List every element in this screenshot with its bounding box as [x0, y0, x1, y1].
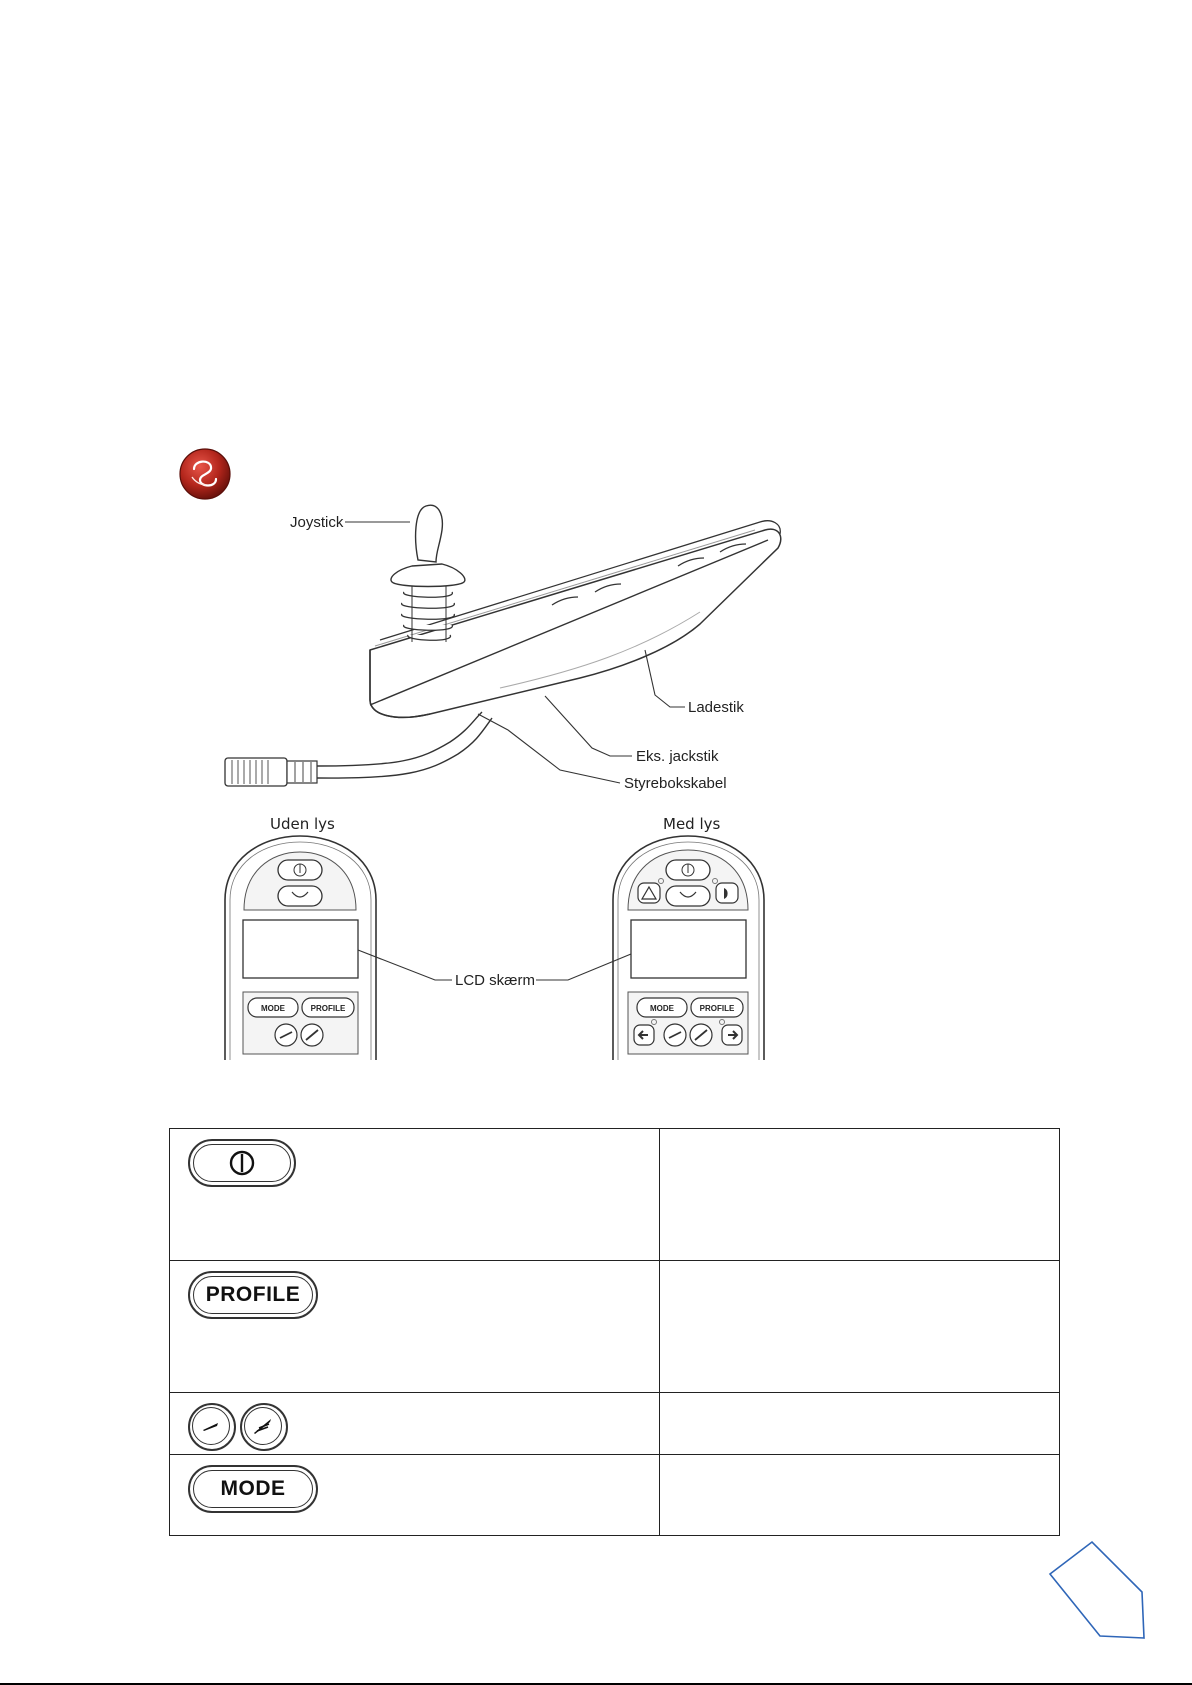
label-eks-jackstik: Eks. jackstik [636, 748, 719, 765]
table-cell-button [170, 1393, 660, 1455]
table-cell-description [660, 1393, 1060, 1455]
speed-decrease-button [188, 1403, 236, 1451]
table-row [170, 1455, 1060, 1536]
button-table [169, 1128, 1060, 1536]
label-med-lys: Med lys [663, 815, 721, 833]
panel-left-profile-label: PROFILE [310, 1004, 346, 1013]
speed-increase-button [240, 1403, 288, 1451]
table-cell-description [660, 1261, 1060, 1393]
table-cell-button [170, 1129, 660, 1261]
mode-button-label: MODE [193, 1470, 313, 1508]
panel-left-mode-label: MODE [261, 1004, 285, 1013]
panel-with-lights [613, 836, 764, 1060]
brand-logo [178, 447, 232, 501]
table-cell-button [170, 1261, 660, 1393]
connector-icon [225, 758, 317, 786]
page-corner-arrow-icon [1044, 1540, 1148, 1644]
speed-buttons [188, 1403, 288, 1451]
label-joystick: Joystick [290, 514, 344, 531]
label-lcd-skaerm: LCD skærm [455, 972, 536, 989]
label-styrebokskabel: Styrebokskabel [624, 775, 727, 792]
table-cell-description [660, 1129, 1060, 1261]
controller-diagram [200, 500, 820, 1070]
profile-button-label: PROFILE [193, 1276, 313, 1314]
table-cell-description [660, 1455, 1060, 1536]
panel-right-mode-label: MODE [650, 1004, 674, 1013]
speed-decrease-icon [198, 1413, 224, 1439]
table-row [170, 1129, 1060, 1261]
table-row [170, 1393, 1060, 1455]
label-ladestik: Ladestik [688, 699, 744, 716]
power-icon [228, 1149, 256, 1177]
label-uden-lys: Uden lys [270, 815, 335, 833]
mode-button [188, 1465, 318, 1513]
panel-right-profile-label: PROFILE [699, 1004, 735, 1013]
table-cell-button [170, 1455, 660, 1536]
power-button [188, 1139, 296, 1187]
profile-button [188, 1271, 318, 1319]
panel-without-lights [225, 836, 376, 1060]
speed-increase-icon [250, 1413, 276, 1439]
table-row [170, 1261, 1060, 1393]
